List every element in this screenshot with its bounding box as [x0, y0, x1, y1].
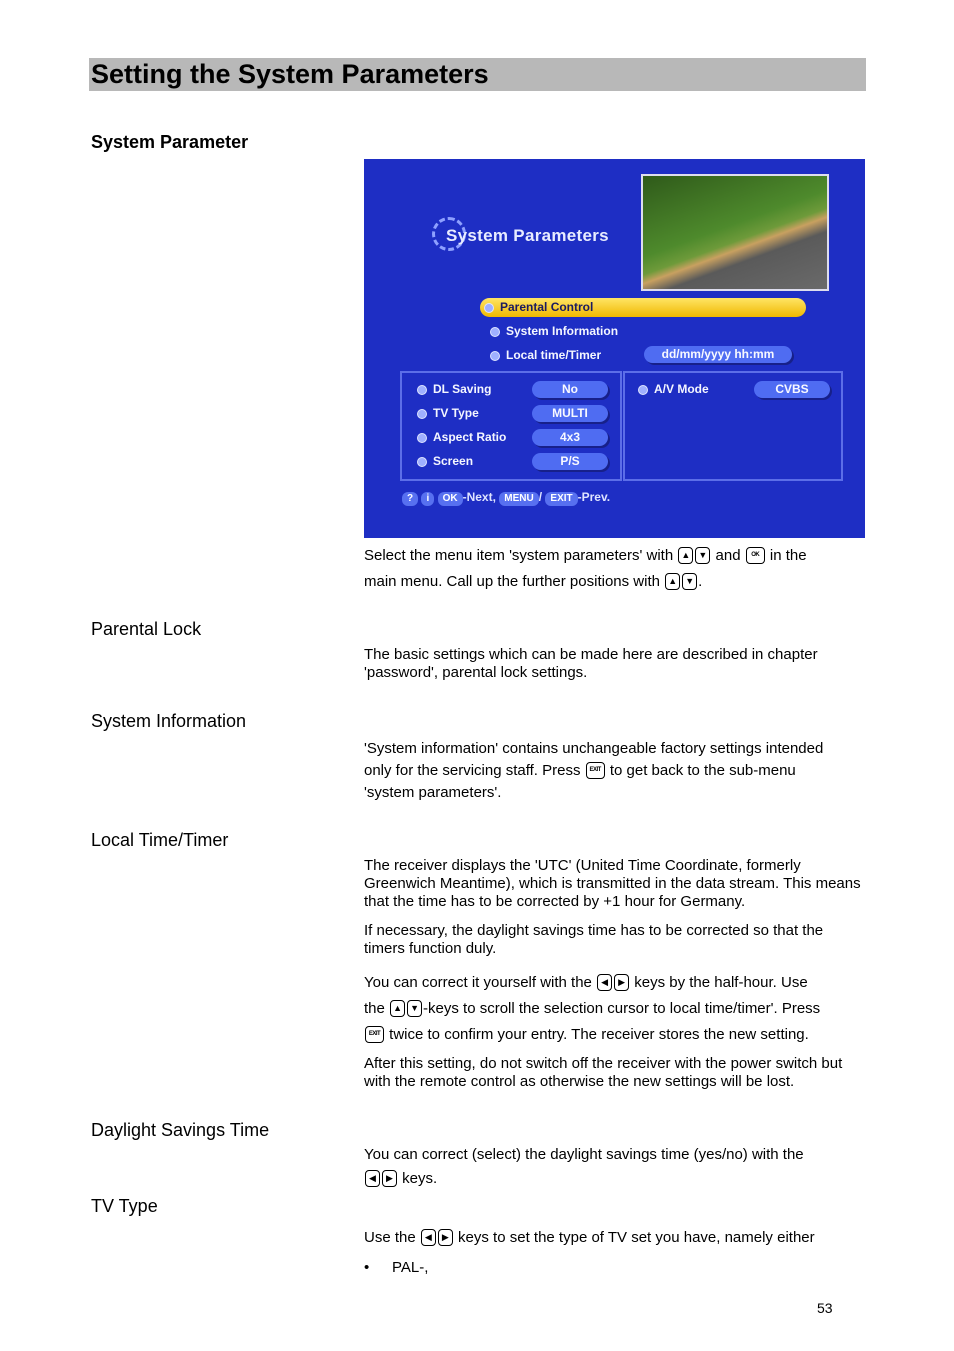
page-title-bar — [89, 58, 866, 91]
heading-local-time-timer: Local Time/Timer — [91, 830, 229, 850]
bullet-icon — [417, 385, 427, 395]
ok-key-icon: OK — [746, 547, 765, 564]
heading-daylight-savings: Daylight Savings Time — [91, 1120, 270, 1140]
footer-slash: / — [538, 490, 543, 504]
dl-saving-value[interactable]: No — [532, 381, 608, 398]
parental-lock-text: The basic settings which can be made here are described in chapter 'password', parental lock settings. — [364, 646, 818, 681]
footer-next-label: -Next, — [462, 490, 496, 504]
heading-parental-lock: Parental Lock — [91, 619, 202, 639]
bullet-icon — [490, 351, 500, 361]
bullet-icon — [638, 385, 648, 395]
av-mode-value[interactable]: CVBS — [754, 381, 830, 398]
page-title: Setting the System Parameters — [91, 59, 489, 89]
daylight-savings-text: You can correct (select) the daylight savings time (yes/no) with the ◀ ▶ keys. — [364, 1146, 804, 1187]
video-preview — [641, 174, 829, 291]
exit-key-icon: EXIT — [365, 1026, 384, 1043]
system-parameters-screenshot — [364, 159, 865, 538]
heading-tv-type: TV Type — [91, 1196, 158, 1216]
setting-screen[interactable]: Screen — [417, 454, 473, 468]
up-key-icon: ▲ — [390, 1000, 405, 1017]
setting-aspect-ratio[interactable]: Aspect Ratio — [417, 430, 506, 444]
bullet-icon — [417, 457, 427, 467]
exit-key-icon: EXIT — [586, 762, 605, 779]
down-key-icon: ▼ — [695, 547, 710, 564]
left-key-icon: ◀ — [421, 1229, 436, 1246]
aspect-ratio-value[interactable]: 4x3 — [532, 429, 608, 446]
right-key-icon: ▶ — [438, 1229, 453, 1246]
local-time-p1: The receiver displays the 'UTC' (United Time Coordinate, formerly Greenwich Meantime), which is transmitted in the data stream. This means that the time has to be corrected by +1 hour for Germany. — [364, 857, 861, 910]
tv-type-text: Use the ◀ ▶ keys to set the type of TV set you have, namely either — [364, 1229, 815, 1246]
bullet-icon: • — [364, 1259, 370, 1276]
heading-system-information: System Information — [91, 711, 247, 731]
left-key-icon: ◀ — [365, 1170, 380, 1187]
exit-key-icon: EXIT — [545, 492, 577, 506]
setting-dl-saving[interactable]: DL Saving — [417, 382, 491, 396]
intro-paragraph: Select the menu item 'system parameters' with ▲ ▼ and OK in the main menu. Call up the further positions with ▲ ▼ . — [364, 547, 807, 590]
tv-type-value[interactable]: MULTI — [532, 405, 608, 422]
help-icon: ? — [402, 492, 418, 506]
down-key-icon: ▼ — [407, 1000, 422, 1017]
menu-item-parental-control[interactable]: Parental Control — [484, 300, 593, 314]
setting-av-mode[interactable]: A/V Mode — [638, 382, 709, 396]
local-time-p2: If necessary, the daylight savings time has to be corrected so that the timers function duly. — [364, 922, 824, 957]
bullet-icon — [484, 303, 494, 313]
system-information-text: 'System information' contains unchangeable factory settings intended only for the servicing staff. Press EXIT to get back to the sub-menu 'system parameters'. — [364, 740, 824, 801]
right-key-icon: ▶ — [614, 974, 629, 991]
bullet-icon — [490, 327, 500, 337]
right-key-icon: ▶ — [382, 1170, 397, 1187]
setting-tv-type[interactable]: TV Type — [417, 406, 479, 420]
local-time-value[interactable]: dd/mm/yyyy hh:mm — [644, 346, 792, 363]
ok-key-icon: OK — [438, 492, 463, 506]
left-key-icon: ◀ — [597, 974, 612, 991]
menu-item-system-information[interactable]: System Information — [490, 324, 618, 338]
screenshot-footer — [402, 490, 610, 506]
list-item: • PAL-, — [364, 1259, 429, 1276]
page-number: 53 — [817, 1300, 833, 1316]
bullet-icon — [417, 433, 427, 443]
local-time-p4: After this setting, do not switch off the receiver with the power switch but with the remote control as otherwise the new settings will be lost. — [364, 1055, 843, 1090]
up-key-icon: ▲ — [665, 573, 680, 590]
down-key-icon: ▼ — [682, 573, 697, 590]
section-subheading: System Parameter — [91, 132, 249, 152]
up-key-icon: ▲ — [678, 547, 693, 564]
screen-value[interactable]: P/S — [532, 453, 608, 470]
bullet-icon — [417, 409, 427, 419]
menu-item-local-time[interactable]: Local time/Timer — [490, 348, 601, 362]
menu-key-icon: MENU — [499, 492, 538, 506]
screenshot-title: System Parameters — [446, 226, 609, 245]
info-icon: i — [421, 492, 434, 506]
local-time-p3: You can correct it yourself with the ◀ ▶ keys by the half-hour. Use the ▲ ▼ -keys to scroll the selection cursor to local time/timer'. Press EXIT twice to confirm your entry. The receiver stores the new setting. — [364, 974, 821, 1043]
footer-prev-label: -Prev. — [577, 490, 611, 504]
